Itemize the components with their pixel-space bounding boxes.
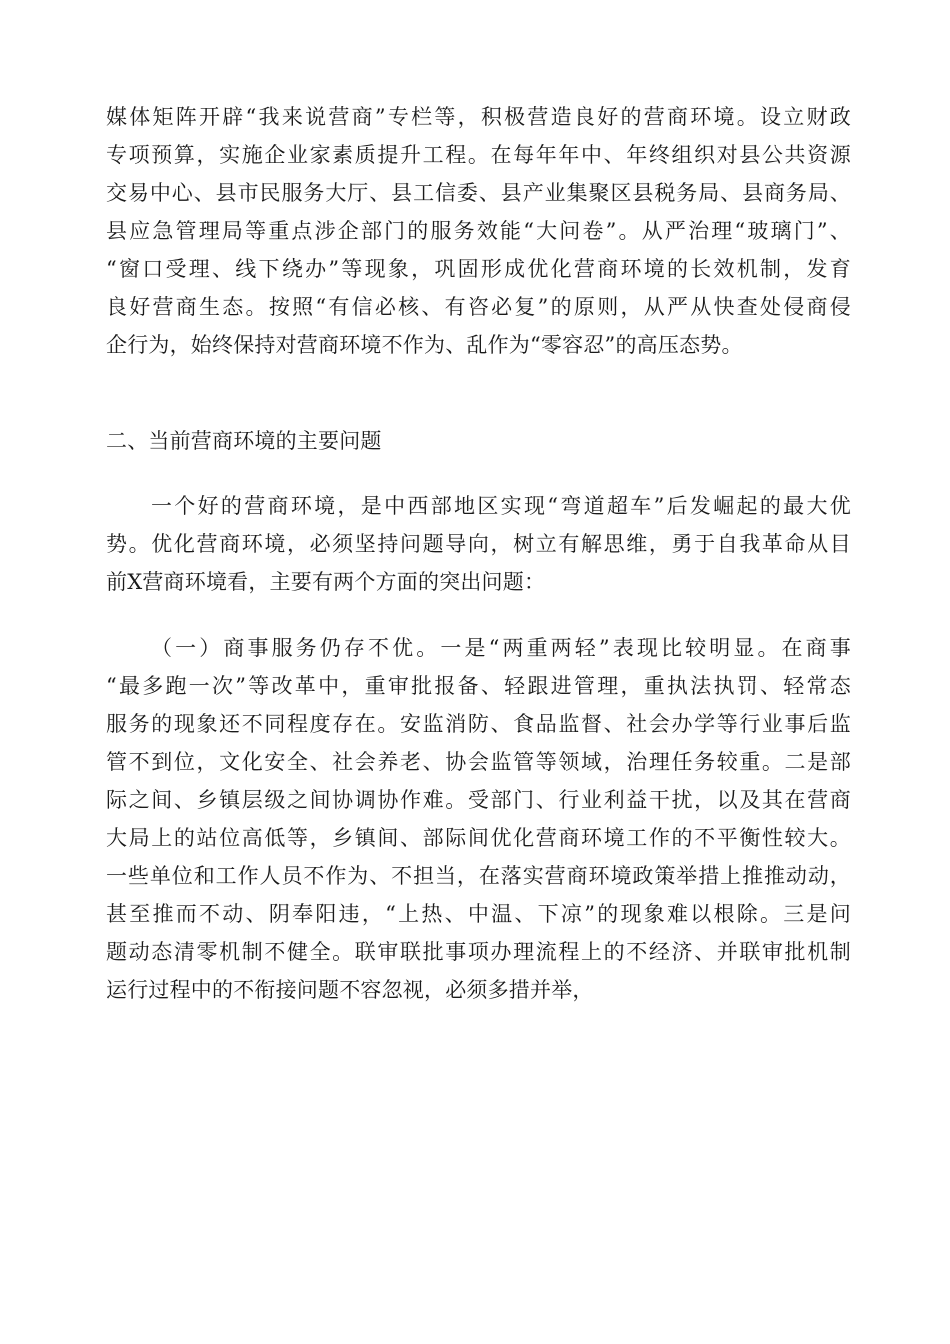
paragraph-commercial-services — [106, 629, 851, 1009]
text-line: 良好营商生态。按照“有信必核、有咨必复”的原则，从严从快查处侵商侵 — [106, 295, 851, 319]
text-line: 媒体矩阵开辟“我来说营商”专栏等，积极营造良好的营商环境。设立财政 — [106, 105, 851, 129]
text-line: “窗口受理、线下绕办”等现象，巩固形成优化营商环境的长效机制，发育 — [106, 257, 851, 281]
text-line: “最多跑一次”等改革中，重审批报备、轻跟进管理，重执法执罚、轻常态 — [106, 674, 851, 698]
text-line: 前X营商环境看，主要有两个方面的突出问题： — [106, 570, 546, 594]
section-heading — [106, 422, 851, 460]
text-line: 一些单位和工作人员不作为、不担当，在落实营商环境政策举措上推推动动， — [106, 864, 851, 888]
text-line: 服务的现象还不同程度存在。安监消防、食品监督、社会办学等行业事后监 — [106, 712, 851, 736]
heading-main-problems: 二、当前营商环境的主要问题 — [106, 429, 382, 453]
text-line: 专项预算，实施企业家素质提升工程。在每年年中、年终组织对县公共资源 — [106, 143, 851, 167]
text-line: 题动态清零机制不健全。联审联批事项办理流程上的不经济、并联审批机制 — [106, 940, 851, 964]
text-line: 县应急管理局等重点涉企部门的服务效能“大问卷”。从严治理“玻璃门”、 — [106, 219, 851, 243]
text-line: 管不到位，文化安全、社会养老、协会监管等领域，治理任务较重。二是部 — [106, 750, 851, 774]
text-line: 甚至推而不动、阴奉阳违，“上热、中温、下凉”的现象难以根除。三是问 — [106, 902, 851, 926]
text-line: 运行过程中的不衔接问题不容忽视，必须多措并举， — [106, 978, 594, 1002]
text-line: （一）商事服务仍存不优。一是“两重两轻”表现比较明显。在商事 — [151, 636, 851, 660]
text-line: 一个好的营商环境，是中西部地区实现“弯道超车”后发崛起的最大优 — [151, 494, 851, 518]
paragraph-introduction — [106, 487, 851, 601]
text-line: 交易中心、县市民服务大厅、县工信委、县产业集聚区县税务局、县商务局、 — [106, 181, 851, 205]
paragraph-business-environment-measures — [106, 98, 851, 364]
text-line: 企行为，始终保持对营商环境不作为、乱作为“零容忍”的高压态势。 — [106, 333, 743, 357]
text-line: 际之间、乡镇层级之间协调协作难。受部门、行业利益干扰，以及其在营商 — [106, 788, 851, 812]
text-line: 势。优化营商环境，必须坚持问题导向，树立有解思维，勇于自我革命从目 — [106, 532, 851, 556]
text-line: 大局上的站位高低等，乡镇间、部际间优化营商环境工作的不平衡性较大。 — [106, 826, 851, 850]
